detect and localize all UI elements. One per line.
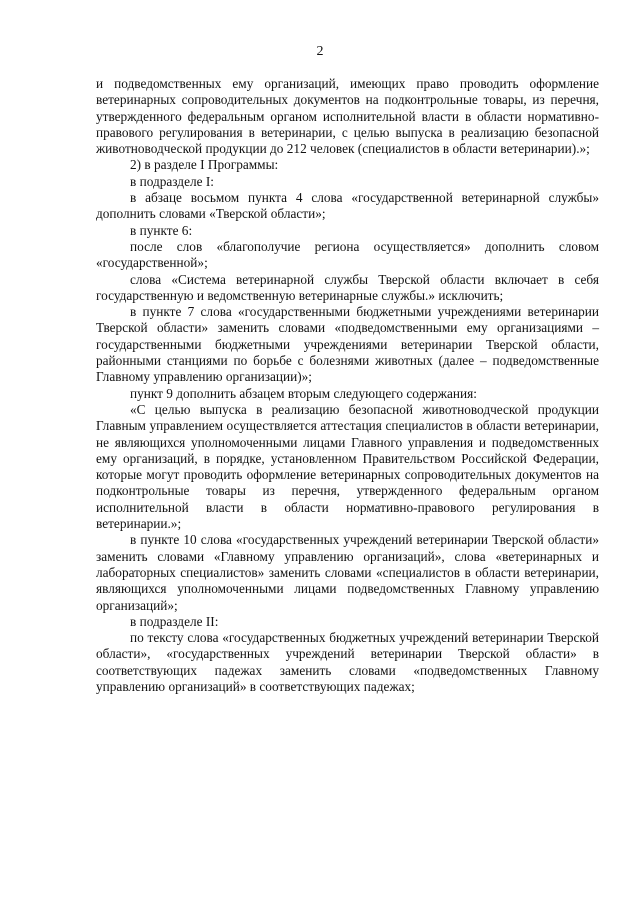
paragraph-item-6: в пункте 6: [130, 222, 193, 238]
page-number: 2 [316, 44, 324, 59]
paragraph-item-7: в пункте 7 слова «государственными бюджетными учреждениями ветеринарии Тверской области» заменить словами «подведомственными ему организациями – государственными бюджетными учреждениями ветеринарии Тверской области, районными станциями по борьбе с болезнями животных (далее – подведомственные Главному управлению организации)»; [96, 304, 599, 385]
paragraph-continuation: и подведомственных ему организаций, имеющих право проводить оформление ветеринарных сопроводительных документов на подконтрольные товары, из перечня, утвержденного федеральным органом исполнительной власти в области нормативно-правового регулирования в ветеринарии, с целью выпуска в реализацию безопасной животноводческой продукции до 212 человек (специалистов в области ветеринарии).»; [96, 76, 599, 157]
paragraph-section-2: 2) в разделе I Программы: [130, 157, 279, 173]
paragraph-item-10: в пункте 10 слова «государственных учреждений ветеринарии Тверской области» заменить словами «Главному управлению организаций», слова «ветеринарных и лабораторных специалистов» заменить словами «специалистов в области ветеринарии, являющихся уполномоченными лицами подведомственных Главному управлению организаций»; [96, 532, 599, 613]
paragraph-item-6-b: слова «Система ветеринарной службы Тверской области включает в себя государственную и ведомственную ветеринарные службы.» исключить; [96, 271, 599, 303]
document-body [96, 76, 599, 695]
paragraph-item-9: пункт 9 дополнить абзацем вторым следующего содержания: [130, 385, 477, 401]
paragraph-item-6-a: после слов «благополучие региона осуществляется» дополнить словом «государственной»; [96, 238, 599, 271]
paragraph-subsection-2: в подразделе II: [130, 613, 219, 629]
paragraph-item-4: в абзаце восьмом пункта 4 слова «государственной ветеринарной службы» дополнить словами «Тверской области»; [96, 190, 599, 222]
paragraph-subsection-2-text: по тексту слова «государственных бюджетных учреждений ветеринарии Тверской области», «государственных учреждений ветеринарии Тверской области» в соответствующих падежах заменить словами «подведомственных Главному управлению организаций» в соответствующих падежах; [96, 630, 599, 694]
paragraph-subsection-1: в подразделе I: [130, 173, 214, 189]
paragraph-item-9-quote: «С целью выпуска в реализацию безопасной животноводческой продукции Главным управлением осуществляется аттестация специалистов в области ветеринарии, не являющихся уполномоченными лицами Главного управления и подведомственных ему организаций, в порядке, установленном Правительством Российской Федерации, которые могут проводить оформление ветеринарных сопроводительных документов на подконтрольные товары из перечня, утвержденного федеральным органом исполнительной власти в области нормативно-правового регулирования в ветеринарии.»; [96, 401, 599, 532]
